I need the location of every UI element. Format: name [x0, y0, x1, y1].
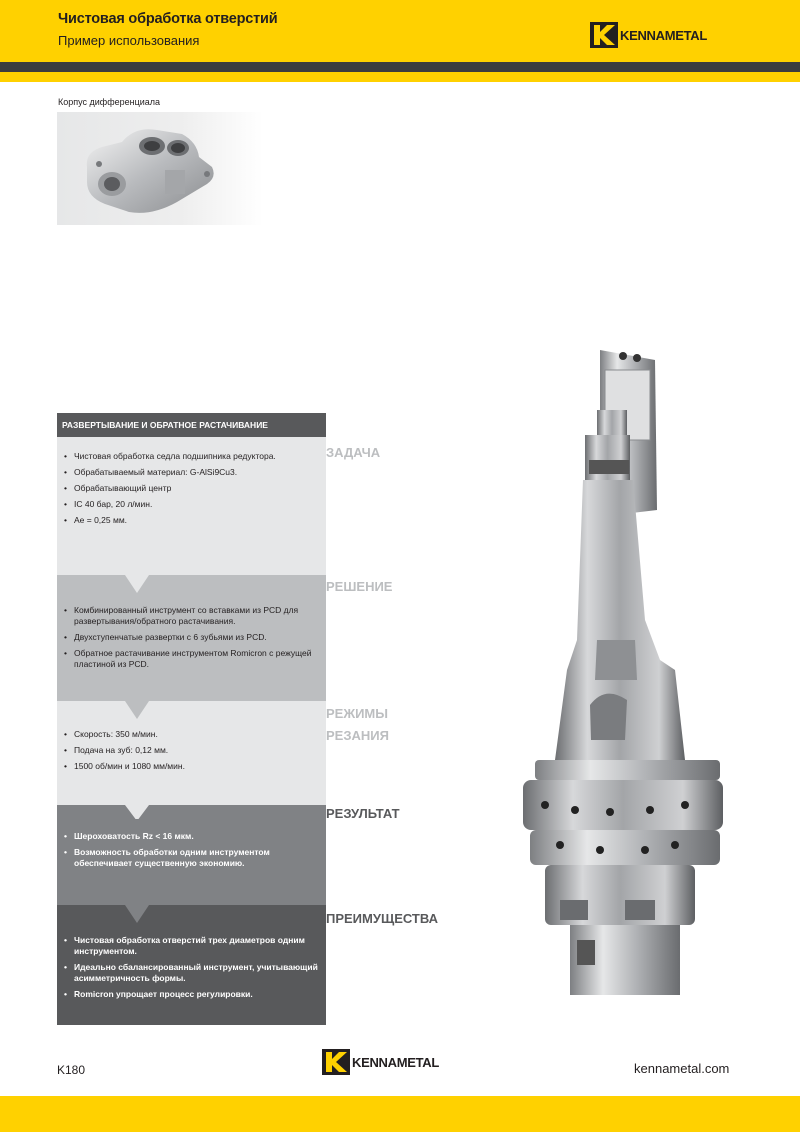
result-box: [57, 793, 326, 897]
list-item: • 1500 об/мин и 1080 мм/мин.: [64, 761, 319, 772]
solution-list: [64, 605, 319, 675]
kennametal-logo: [590, 22, 707, 48]
page-number: K180: [57, 1063, 86, 1077]
combined-tool-illustration: [505, 340, 745, 1020]
list-item: • Шероховатость Rz < 16 мкм.: [64, 831, 319, 842]
list-item: • Чистовая обработка отверстий трех диаметров одним инструментом.: [64, 935, 319, 957]
list-item: • Romicron упрощает процесс регулировки.: [64, 989, 319, 1000]
chevron-divider: [57, 897, 326, 923]
list-item: • Обратное растачивание инструментом Romicron с режущей пластиной из PCD.: [64, 648, 319, 670]
list-item: • Подача на зуб: 0,12 мм.: [64, 745, 319, 756]
section-label-benefits: ПРЕИМУЩЕСТВА: [326, 911, 438, 926]
list-item: • Двухступенчатые развертки с 6 зубьями из PCD.: [64, 632, 319, 643]
list-item: • Ae = 0,25 мм.: [64, 515, 319, 526]
list-item: • Возможность обработки одним инструментом обеспечивает существенную экономию.: [64, 847, 319, 869]
list-item: • Обрабатывающий центр: [64, 483, 319, 494]
panel-heading: РАЗВЕРТЫВАНИЕ И ОБРАТНОЕ РАСТАЧИВАНИЕ: [62, 420, 268, 430]
section-label-solution: РЕШЕНИЕ: [326, 579, 393, 594]
boring-tool-image: [505, 340, 745, 1020]
header-bar: [0, 0, 800, 62]
result-list: [64, 831, 319, 874]
panel-heading-bar: [57, 413, 326, 437]
page-title: Чистовая обработка отверстий: [58, 11, 278, 27]
section-label-modes-2: РЕЗАНИЯ: [326, 728, 389, 743]
section-label-task: ЗАДАЧА: [326, 445, 381, 460]
housing-illustration: [57, 112, 263, 225]
list-item: • Чистовая обработка седла подшипника редуктора.: [64, 451, 319, 462]
solution-box: [57, 567, 326, 693]
list-item: • Комбинированный инструмент со вставками из PCD для развертывания/обратного растачивания.: [64, 605, 319, 627]
chevron-divider: [57, 793, 326, 819]
part-caption: Корпус дифференциала: [58, 97, 161, 107]
page-subtitle: Пример использования: [58, 33, 200, 48]
header-dark-band: [0, 62, 800, 72]
section-label-modes-1: РЕЖИМЫ: [326, 706, 388, 721]
website-link[interactable]: kennametal.com: [634, 1061, 730, 1076]
kennametal-k-icon: [322, 1049, 350, 1075]
list-item: • Идеально сбалансированный инструмент, учитывающий асимметричность формы.: [64, 962, 319, 984]
cutting-modes-list: [64, 729, 319, 777]
benefits-list: [64, 935, 319, 1005]
task-box: [57, 437, 326, 567]
cutting-modes-box: [57, 693, 326, 793]
header-yellow-band: [0, 72, 800, 82]
list-item: • Обрабатываемый материал: G-AlSi9Cu3.: [64, 467, 319, 478]
kennametal-k-icon: [590, 22, 618, 48]
list-item: • Скорость: 350 м/мин.: [64, 729, 319, 740]
footer-yellow-band: [0, 1096, 800, 1132]
chevron-divider: [57, 693, 326, 719]
task-list: [64, 451, 319, 531]
brand-wordmark: KENNAMETAL: [620, 27, 708, 43]
differential-housing-image: [57, 112, 263, 225]
section-label-result: РЕЗУЛЬТАТ: [326, 806, 400, 821]
footer-kennametal-logo: [322, 1049, 439, 1075]
list-item: • IC 40 бар, 20 л/мин.: [64, 499, 319, 510]
footer-brand-wordmark: KENNAMETAL: [352, 1054, 440, 1070]
chevron-divider: [57, 567, 326, 593]
benefits-box: [57, 897, 326, 1025]
